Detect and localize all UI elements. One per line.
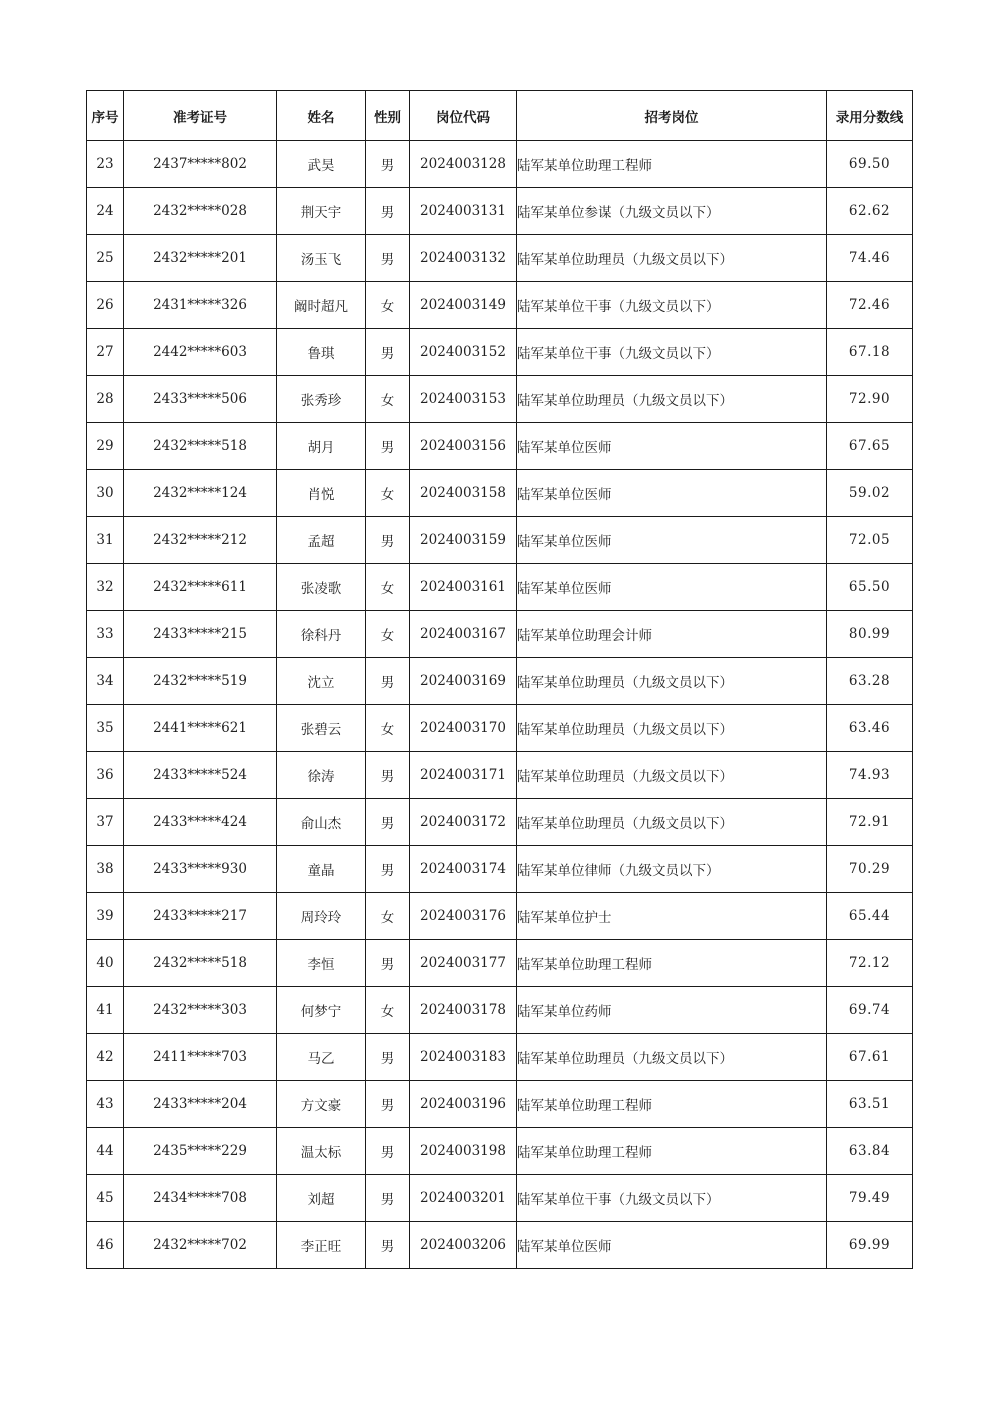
cell-name: 周玲玲 bbox=[277, 893, 366, 940]
cell-position: 陆军某单位律师（九级文员以下） bbox=[517, 846, 827, 893]
cell-score: 74.46 bbox=[827, 235, 913, 282]
cell-gender: 男 bbox=[366, 517, 410, 564]
cell-name: 温太标 bbox=[277, 1128, 366, 1175]
cell-exam-id: 2433*****506 bbox=[124, 376, 277, 423]
cell-exam-id: 2432*****124 bbox=[124, 470, 277, 517]
cell-exam-id: 2435*****229 bbox=[124, 1128, 277, 1175]
table-row bbox=[87, 1128, 913, 1175]
cell-score: 72.12 bbox=[827, 940, 913, 987]
cell-position: 陆军某单位助理员（九级文员以下） bbox=[517, 658, 827, 705]
cell-gender: 女 bbox=[366, 282, 410, 329]
cell-gender: 男 bbox=[366, 940, 410, 987]
cell-score: 59.02 bbox=[827, 470, 913, 517]
cell-serial: 26 bbox=[87, 282, 124, 329]
cell-name: 张碧云 bbox=[277, 705, 366, 752]
cell-position-code: 2024003158 bbox=[410, 470, 517, 517]
cell-position-code: 2024003196 bbox=[410, 1081, 517, 1128]
cell-name: 武昊 bbox=[277, 141, 366, 188]
cell-exam-id: 2433*****930 bbox=[124, 846, 277, 893]
cell-gender: 女 bbox=[366, 987, 410, 1034]
cell-position: 陆军某单位助理员（九级文员以下） bbox=[517, 235, 827, 282]
cell-score: 62.62 bbox=[827, 188, 913, 235]
cell-exam-id: 2434*****708 bbox=[124, 1175, 277, 1222]
cell-exam-id: 2433*****204 bbox=[124, 1081, 277, 1128]
cell-position-code: 2024003159 bbox=[410, 517, 517, 564]
cell-exam-id: 2441*****621 bbox=[124, 705, 277, 752]
cell-position-code: 2024003128 bbox=[410, 141, 517, 188]
cell-serial: 30 bbox=[87, 470, 124, 517]
table-row bbox=[87, 423, 913, 470]
cell-score: 63.28 bbox=[827, 658, 913, 705]
cell-score: 67.18 bbox=[827, 329, 913, 376]
header-serial: 序号 bbox=[87, 91, 124, 141]
cell-gender: 男 bbox=[366, 141, 410, 188]
table-row bbox=[87, 1222, 913, 1269]
cell-serial: 34 bbox=[87, 658, 124, 705]
table-row bbox=[87, 564, 913, 611]
cell-position: 陆军某单位护士 bbox=[517, 893, 827, 940]
cell-position: 陆军某单位参谋（九级文员以下） bbox=[517, 188, 827, 235]
cell-position: 陆军某单位助理员（九级文员以下） bbox=[517, 752, 827, 799]
cell-exam-id: 2432*****201 bbox=[124, 235, 277, 282]
cell-position: 陆军某单位助理员（九级文员以下） bbox=[517, 1034, 827, 1081]
cell-serial: 32 bbox=[87, 564, 124, 611]
cell-serial: 42 bbox=[87, 1034, 124, 1081]
cell-exam-id: 2432*****212 bbox=[124, 517, 277, 564]
cell-name: 胡月 bbox=[277, 423, 366, 470]
cell-name: 鲁琪 bbox=[277, 329, 366, 376]
cell-name: 马乙 bbox=[277, 1034, 366, 1081]
cell-name: 李恒 bbox=[277, 940, 366, 987]
table-row bbox=[87, 376, 913, 423]
cell-score: 74.93 bbox=[827, 752, 913, 799]
cell-exam-id: 2431*****326 bbox=[124, 282, 277, 329]
cell-position: 陆军某单位助理员（九级文员以下） bbox=[517, 376, 827, 423]
cell-position-code: 2024003176 bbox=[410, 893, 517, 940]
cell-score: 65.44 bbox=[827, 893, 913, 940]
cell-name: 荆天宇 bbox=[277, 188, 366, 235]
header-gender: 性别 bbox=[366, 91, 410, 141]
cell-position: 陆军某单位医师 bbox=[517, 1222, 827, 1269]
cell-name: 孟超 bbox=[277, 517, 366, 564]
cell-score: 63.51 bbox=[827, 1081, 913, 1128]
table-row bbox=[87, 1175, 913, 1222]
cell-exam-id: 2437*****802 bbox=[124, 141, 277, 188]
cell-position: 陆军某单位助理会计师 bbox=[517, 611, 827, 658]
cell-exam-id: 2433*****217 bbox=[124, 893, 277, 940]
cell-name: 徐科丹 bbox=[277, 611, 366, 658]
cell-gender: 女 bbox=[366, 893, 410, 940]
cell-gender: 男 bbox=[366, 423, 410, 470]
cell-position: 陆军某单位助理员（九级文员以下） bbox=[517, 799, 827, 846]
admission-results-table bbox=[86, 90, 913, 1269]
header-position-code: 岗位代码 bbox=[410, 91, 517, 141]
cell-name: 张凌歌 bbox=[277, 564, 366, 611]
cell-gender: 男 bbox=[366, 235, 410, 282]
table-body bbox=[87, 141, 913, 1269]
header-position: 招考岗位 bbox=[517, 91, 827, 141]
cell-position-code: 2024003131 bbox=[410, 188, 517, 235]
cell-serial: 24 bbox=[87, 188, 124, 235]
table-row bbox=[87, 940, 913, 987]
cell-position-code: 2024003172 bbox=[410, 799, 517, 846]
cell-exam-id: 2433*****524 bbox=[124, 752, 277, 799]
cell-serial: 31 bbox=[87, 517, 124, 564]
table-row bbox=[87, 799, 913, 846]
header-score: 录用分数线 bbox=[827, 91, 913, 141]
cell-exam-id: 2432*****028 bbox=[124, 188, 277, 235]
cell-gender: 女 bbox=[366, 705, 410, 752]
cell-name: 方文豪 bbox=[277, 1081, 366, 1128]
cell-exam-id: 2442*****603 bbox=[124, 329, 277, 376]
cell-position: 陆军某单位医师 bbox=[517, 564, 827, 611]
cell-name: 徐涛 bbox=[277, 752, 366, 799]
cell-score: 70.29 bbox=[827, 846, 913, 893]
cell-serial: 45 bbox=[87, 1175, 124, 1222]
cell-serial: 37 bbox=[87, 799, 124, 846]
cell-serial: 38 bbox=[87, 846, 124, 893]
cell-score: 63.84 bbox=[827, 1128, 913, 1175]
cell-gender: 女 bbox=[366, 564, 410, 611]
cell-score: 65.50 bbox=[827, 564, 913, 611]
cell-position: 陆军某单位医师 bbox=[517, 470, 827, 517]
cell-position-code: 2024003156 bbox=[410, 423, 517, 470]
table-row bbox=[87, 141, 913, 188]
table-row bbox=[87, 658, 913, 705]
cell-gender: 男 bbox=[366, 846, 410, 893]
cell-position-code: 2024003177 bbox=[410, 940, 517, 987]
cell-serial: 25 bbox=[87, 235, 124, 282]
cell-score: 69.99 bbox=[827, 1222, 913, 1269]
table-header bbox=[87, 91, 913, 141]
table-row bbox=[87, 611, 913, 658]
cell-name: 汤玉飞 bbox=[277, 235, 366, 282]
cell-exam-id: 2432*****519 bbox=[124, 658, 277, 705]
cell-serial: 29 bbox=[87, 423, 124, 470]
cell-exam-id: 2411*****703 bbox=[124, 1034, 277, 1081]
table-row bbox=[87, 188, 913, 235]
cell-position: 陆军某单位药师 bbox=[517, 987, 827, 1034]
cell-score: 72.46 bbox=[827, 282, 913, 329]
cell-name: 阚时超凡 bbox=[277, 282, 366, 329]
cell-gender: 男 bbox=[366, 1222, 410, 1269]
cell-serial: 35 bbox=[87, 705, 124, 752]
cell-name: 何梦宁 bbox=[277, 987, 366, 1034]
cell-position-code: 2024003178 bbox=[410, 987, 517, 1034]
cell-position-code: 2024003206 bbox=[410, 1222, 517, 1269]
cell-name: 肖悦 bbox=[277, 470, 366, 517]
cell-serial: 33 bbox=[87, 611, 124, 658]
table-row bbox=[87, 517, 913, 564]
cell-gender: 男 bbox=[366, 1081, 410, 1128]
cell-serial: 43 bbox=[87, 1081, 124, 1128]
cell-exam-id: 2433*****215 bbox=[124, 611, 277, 658]
cell-position-code: 2024003198 bbox=[410, 1128, 517, 1175]
table-row bbox=[87, 1034, 913, 1081]
cell-exam-id: 2432*****518 bbox=[124, 940, 277, 987]
cell-serial: 23 bbox=[87, 141, 124, 188]
cell-exam-id: 2432*****702 bbox=[124, 1222, 277, 1269]
cell-serial: 44 bbox=[87, 1128, 124, 1175]
cell-gender: 男 bbox=[366, 1034, 410, 1081]
cell-name: 沈立 bbox=[277, 658, 366, 705]
cell-gender: 男 bbox=[366, 799, 410, 846]
cell-position-code: 2024003170 bbox=[410, 705, 517, 752]
cell-position-code: 2024003153 bbox=[410, 376, 517, 423]
table-row bbox=[87, 235, 913, 282]
cell-position: 陆军某单位干事（九级文员以下） bbox=[517, 329, 827, 376]
cell-position-code: 2024003171 bbox=[410, 752, 517, 799]
cell-gender: 男 bbox=[366, 329, 410, 376]
table-row bbox=[87, 846, 913, 893]
header-exam-id: 准考证号 bbox=[124, 91, 277, 141]
table-row bbox=[87, 282, 913, 329]
cell-serial: 46 bbox=[87, 1222, 124, 1269]
cell-position: 陆军某单位干事（九级文员以下） bbox=[517, 282, 827, 329]
cell-position-code: 2024003201 bbox=[410, 1175, 517, 1222]
cell-position-code: 2024003149 bbox=[410, 282, 517, 329]
table-row bbox=[87, 893, 913, 940]
cell-gender: 男 bbox=[366, 752, 410, 799]
cell-serial: 36 bbox=[87, 752, 124, 799]
cell-name: 童晶 bbox=[277, 846, 366, 893]
cell-position-code: 2024003152 bbox=[410, 329, 517, 376]
cell-position-code: 2024003132 bbox=[410, 235, 517, 282]
cell-gender: 男 bbox=[366, 1175, 410, 1222]
cell-score: 69.50 bbox=[827, 141, 913, 188]
cell-name: 俞山杰 bbox=[277, 799, 366, 846]
cell-gender: 男 bbox=[366, 188, 410, 235]
cell-score: 67.65 bbox=[827, 423, 913, 470]
header-name: 姓名 bbox=[277, 91, 366, 141]
table-row bbox=[87, 752, 913, 799]
table-row bbox=[87, 470, 913, 517]
cell-name: 张秀珍 bbox=[277, 376, 366, 423]
cell-position-code: 2024003183 bbox=[410, 1034, 517, 1081]
cell-gender: 男 bbox=[366, 1128, 410, 1175]
cell-exam-id: 2432*****518 bbox=[124, 423, 277, 470]
cell-serial: 27 bbox=[87, 329, 124, 376]
table-row bbox=[87, 705, 913, 752]
cell-exam-id: 2432*****611 bbox=[124, 564, 277, 611]
cell-position: 陆军某单位助理工程师 bbox=[517, 1128, 827, 1175]
cell-exam-id: 2433*****424 bbox=[124, 799, 277, 846]
header-row bbox=[87, 91, 913, 141]
cell-position-code: 2024003169 bbox=[410, 658, 517, 705]
cell-score: 80.99 bbox=[827, 611, 913, 658]
cell-score: 69.74 bbox=[827, 987, 913, 1034]
cell-position: 陆军某单位助理工程师 bbox=[517, 940, 827, 987]
cell-score: 72.91 bbox=[827, 799, 913, 846]
cell-position: 陆军某单位助理工程师 bbox=[517, 1081, 827, 1128]
cell-position-code: 2024003161 bbox=[410, 564, 517, 611]
cell-gender: 男 bbox=[366, 658, 410, 705]
cell-serial: 28 bbox=[87, 376, 124, 423]
cell-position: 陆军某单位助理工程师 bbox=[517, 141, 827, 188]
cell-score: 79.49 bbox=[827, 1175, 913, 1222]
cell-position: 陆军某单位医师 bbox=[517, 517, 827, 564]
cell-score: 67.61 bbox=[827, 1034, 913, 1081]
cell-name: 李正旺 bbox=[277, 1222, 366, 1269]
cell-position-code: 2024003167 bbox=[410, 611, 517, 658]
cell-exam-id: 2432*****303 bbox=[124, 987, 277, 1034]
cell-score: 72.90 bbox=[827, 376, 913, 423]
cell-position-code: 2024003174 bbox=[410, 846, 517, 893]
table-row bbox=[87, 987, 913, 1034]
cell-position: 陆军某单位医师 bbox=[517, 423, 827, 470]
cell-position: 陆军某单位干事（九级文员以下） bbox=[517, 1175, 827, 1222]
cell-serial: 40 bbox=[87, 940, 124, 987]
cell-score: 72.05 bbox=[827, 517, 913, 564]
cell-serial: 39 bbox=[87, 893, 124, 940]
cell-score: 63.46 bbox=[827, 705, 913, 752]
cell-gender: 女 bbox=[366, 611, 410, 658]
cell-position: 陆军某单位助理员（九级文员以下） bbox=[517, 705, 827, 752]
table-row bbox=[87, 1081, 913, 1128]
cell-gender: 女 bbox=[366, 376, 410, 423]
cell-name: 刘超 bbox=[277, 1175, 366, 1222]
cell-gender: 女 bbox=[366, 470, 410, 517]
cell-serial: 41 bbox=[87, 987, 124, 1034]
table-row bbox=[87, 329, 913, 376]
